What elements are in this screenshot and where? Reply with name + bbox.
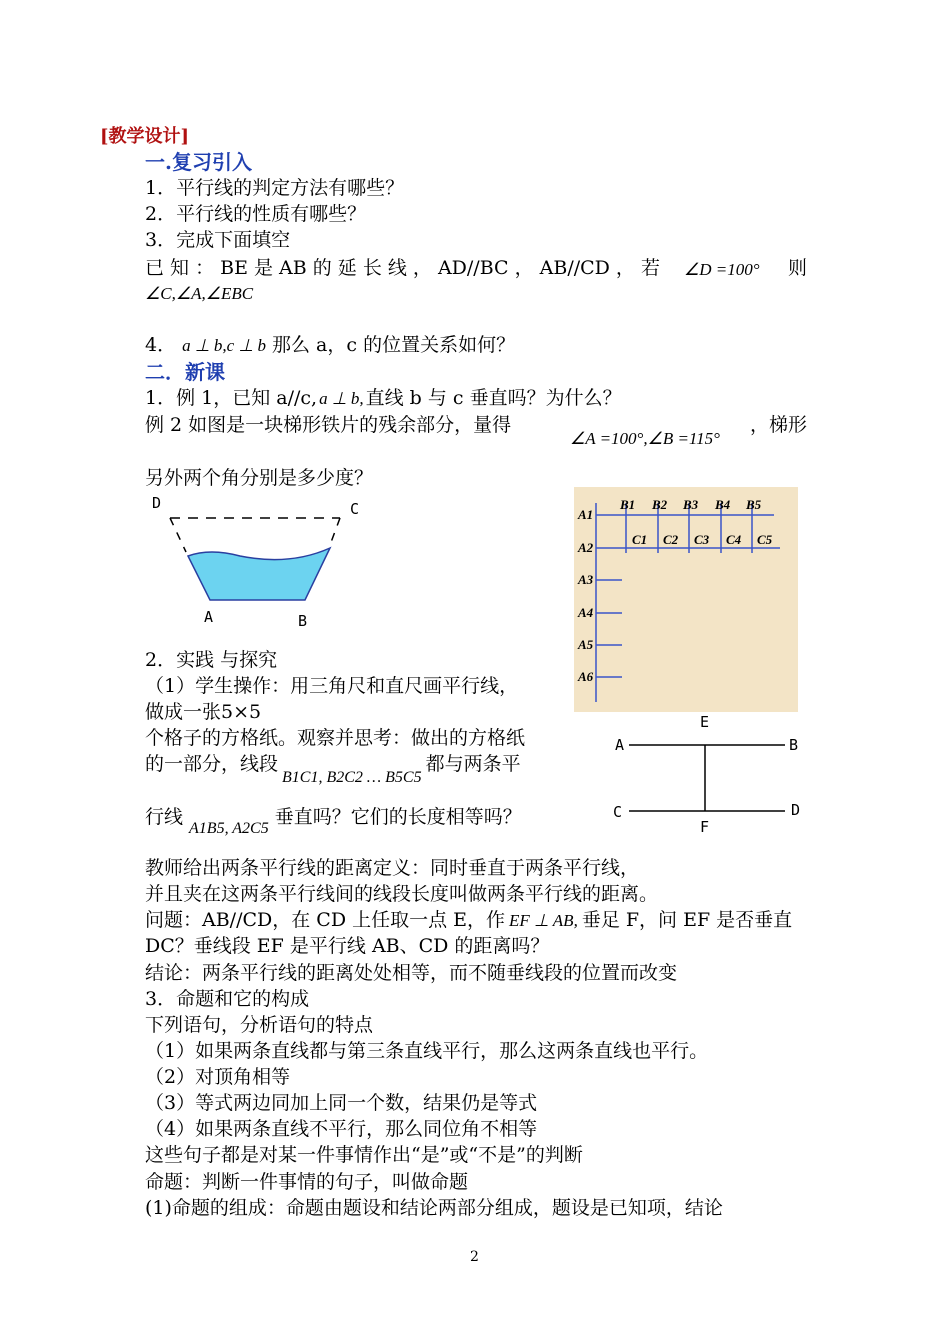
proposition-intro: 下列语句，分析语句的特点 [145,1014,374,1036]
perp-label-c: C [613,803,623,821]
statement-1: （1）如果两条直线都与第三条直线平行，那么这两条直线也平行。 [145,1040,709,1062]
grid-label-a1: A1 [578,507,594,522]
statement-2: （2）对顶角相等 [145,1066,291,1088]
question-3: 3．完成下面填空 [145,229,291,251]
grid-ticks [596,580,622,677]
statement-note: 这些句子都是对某一件事情作出“是”或“不是”的判断 [145,1144,583,1166]
question-4: 4． a ⊥ b,c ⊥ b 那么 a，c 的位置关系如何？ [145,334,516,356]
statement-4: （4）如果两条直线不平行，那么同位角不相等 [145,1118,538,1140]
grid-paper-svg [574,487,798,712]
example-2-suffix: ，梯形 [750,414,808,436]
question-1: 1．平行线的判定方法有哪些？ [145,177,405,199]
grid-label-b3: B3 [683,497,699,512]
trapezoid-figure [140,490,380,630]
grid-label-a4: A4 [578,605,594,620]
grid-label-c5: C5 [757,532,773,547]
grid-label-a6: A6 [578,669,594,684]
example-2-line1: 例 2 如图是一块梯形铁片的残余部分，量得 [145,414,512,436]
angles-list: ∠C,∠A,∠EBC [145,284,254,303]
section-2-title: 二．新课 [145,360,225,384]
problem-line2: DC？垂线段 EF 是平行线 AB、CD 的距离吗？ [145,935,550,957]
practice-line2: 做成一张5×5 [145,701,262,723]
example-2-line2: 另外两个角分别是多少度？ [145,467,374,489]
grid-label-b4: B4 [715,497,731,512]
problem-line1: 问题：AB//CD，在 CD 上任取一点 E，作 EF ⊥ AB, 垂足 F，问 EF 是否垂直 [145,909,793,931]
practice-line5: 行线$_{A1B5, A2C5}$垂直吗？它们的长度相等吗？ [145,806,522,837]
grid-label-c2: C2 [663,532,679,547]
perp-label-b: B [789,736,799,754]
example-1: 1．例 1，已知 a//c, a ⊥ b, 直线 b 与 c 垂直吗？为什么？ [145,387,622,409]
given-line: 已 知 ： BE 是 AB 的 延 长 线 ， AD//BC ， AB//CD ， 若 [145,257,660,279]
trapezoid-label-b: B [298,612,308,630]
grid-label-c1: C1 [632,532,648,547]
grid-label-b2: B2 [652,497,668,512]
proposition-composition: (1)命题的组成：命题由题设和结论两部分组成，题设是已知项，结论 [145,1197,723,1219]
trapezoid-label-d: D [152,494,162,512]
definition-line2: 并且夹在这两条平行线间的线段长度叫做两条平行线的距离。 [145,883,659,905]
grid-label-a3: A3 [578,572,594,587]
grid-paper-figure [574,487,798,712]
grid-label-a5: A5 [578,637,594,652]
perp-label-e: E [700,713,710,731]
grid-label-a2: A2 [578,540,594,555]
practice-line1: （1）学生操作：用三角尺和直尺画平行线， [145,675,519,697]
given-then: 则 [788,257,808,279]
perp-label-f: F [700,818,710,836]
grid-label-b1: B1 [620,497,636,512]
question-2: 2．平行线的性质有哪些？ [145,203,367,225]
proposition-definition: 命题：判断一件事情的句子，叫做命题 [145,1171,469,1193]
grid-label-c4: C4 [726,532,742,547]
practice-line3: 个格子的方格纸。观察并思考：做出的方格纸 [145,727,526,749]
page-number: 2 [470,1249,479,1265]
conclusion: 结论：两条平行线的距离处处相等，而不随垂线段的位置而改变 [145,962,678,984]
perpendicular-figure [605,712,820,838]
definition-line1: 教师给出两条平行线的距离定义：同时垂直于两条平行线， [145,857,640,879]
statement-3: （3）等式两边同加上同一个数，结果仍是等式 [145,1092,538,1114]
trapezoid-label-c: C [350,500,360,518]
perp-label-a: A [615,736,625,754]
design-header: [教学设计] [100,126,190,147]
practice-title: 2．实践 与探究 [145,649,278,671]
example-2-angles: ∠A =100°,∠B =115° [570,429,720,448]
section-1-title: 一.复习引入 [145,150,252,174]
proposition-title: 3．命题和它的构成 [145,988,310,1010]
practice-line4: 的一部分，线段$_{B1C1, B2C2 \dots B5C5}$都与两条平 [145,753,521,786]
trapezoid-label-a: A [204,608,214,626]
trapezoid-remnant [188,548,330,600]
grid-label-b5: B5 [746,497,762,512]
given-angle-d: ∠D =100° [684,260,760,279]
trapezoid-right-dashed [330,518,340,545]
perp-label-d: D [791,801,801,819]
trapezoid-left-dashed [170,518,186,552]
grid-label-c3: C3 [694,532,710,547]
